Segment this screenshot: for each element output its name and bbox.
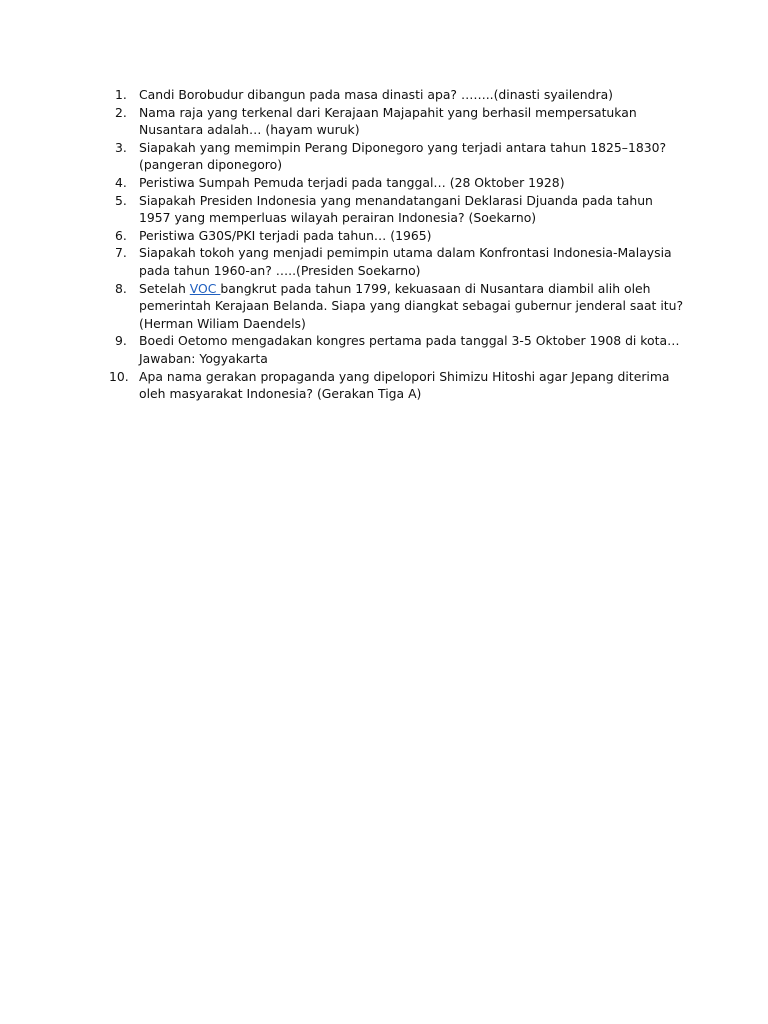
item-text: Apa nama gerakan propaganda yang dipelopori Shimizu Hitoshi agar Jepang diterima oleh masyarakat Indonesia? (Gerakan Tiga A) bbox=[139, 368, 670, 402]
item-number-label: 10. bbox=[109, 368, 129, 384]
item-text-after-link: bangkrut pada tahun 1799, kekuasaan di Nusantara diambil alih oleh pemerintah Kerajaan Belanda. Siapa yang diangkat sebagai gubernur jenderal saat itu? (Herman Wiliam Daendels) bbox=[139, 280, 684, 331]
item-number bbox=[106, 192, 139, 210]
item-number bbox=[106, 280, 139, 298]
item-number bbox=[106, 174, 139, 192]
item-text bbox=[139, 280, 686, 333]
item-number-label: 3. bbox=[115, 139, 127, 155]
item-text: Siapakah Presiden Indonesia yang menandatangani Deklarasi Djuanda pada tahun 1957 yang memperluas wilayah perairan Indonesia? (Soekarno) bbox=[139, 192, 653, 226]
item-number-label: 1. bbox=[115, 87, 127, 102]
item-text: Nama raja yang terkenal dari Kerajaan Majapahit yang berhasil mempersatukan Nusantara adalah… (hayam wuruk) bbox=[139, 104, 637, 138]
item-text: Peristiwa G30S/PKI terjadi pada tahun… (1965) bbox=[139, 227, 432, 243]
list-item bbox=[106, 227, 686, 245]
list-item bbox=[106, 139, 686, 174]
item-number bbox=[106, 139, 139, 157]
item-number-label: 9. bbox=[115, 333, 127, 349]
item-number bbox=[106, 244, 139, 262]
item-number-label: 5. bbox=[115, 192, 127, 208]
list-item bbox=[106, 244, 686, 279]
list-item bbox=[106, 332, 686, 367]
list-item bbox=[106, 368, 686, 403]
question-list bbox=[106, 86, 686, 403]
item-text: Siapakah yang memimpin Perang Diponegoro yang terjadi antara tahun 1825–1830? (pangeran diponegoro) bbox=[139, 139, 667, 173]
item-number bbox=[106, 227, 139, 245]
item-text: Boedi Oetomo mengadakan kongres pertama pada tanggal 3-5 Oktober 1908 di kota… Jawaban: Yogyakarta bbox=[139, 333, 680, 366]
item-number-label: 7. bbox=[115, 245, 127, 261]
item-text-before-link: Setelah bbox=[139, 280, 190, 296]
list-item bbox=[106, 174, 686, 192]
item-number bbox=[106, 368, 139, 386]
item-text: Siapakah tokoh yang menjadi pemimpin utama dalam Konfrontasi Indonesia-Malaysia pada tahun 1960-an? …..(Presiden Soekarno) bbox=[139, 245, 672, 278]
item-number bbox=[106, 104, 139, 122]
list-item bbox=[106, 280, 686, 333]
item-number bbox=[106, 332, 139, 350]
item-text: Candi Borobudur dibangun pada masa dinasti apa? ……..(dinasti syailendra) bbox=[139, 87, 614, 102]
item-number-label: 2. bbox=[115, 104, 127, 120]
list-item bbox=[106, 104, 686, 139]
item-number-label: 4. bbox=[115, 174, 127, 190]
list-item bbox=[106, 192, 686, 227]
item-number-label: 8. bbox=[115, 280, 127, 296]
item-text: Peristiwa Sumpah Pemuda terjadi pada tanggal… (28 Oktober 1928) bbox=[139, 174, 565, 190]
list-item bbox=[106, 86, 686, 104]
item-number-label: 6. bbox=[115, 227, 127, 243]
item-number bbox=[106, 86, 139, 104]
voc-link[interactable]: VOC bbox=[189, 280, 221, 296]
